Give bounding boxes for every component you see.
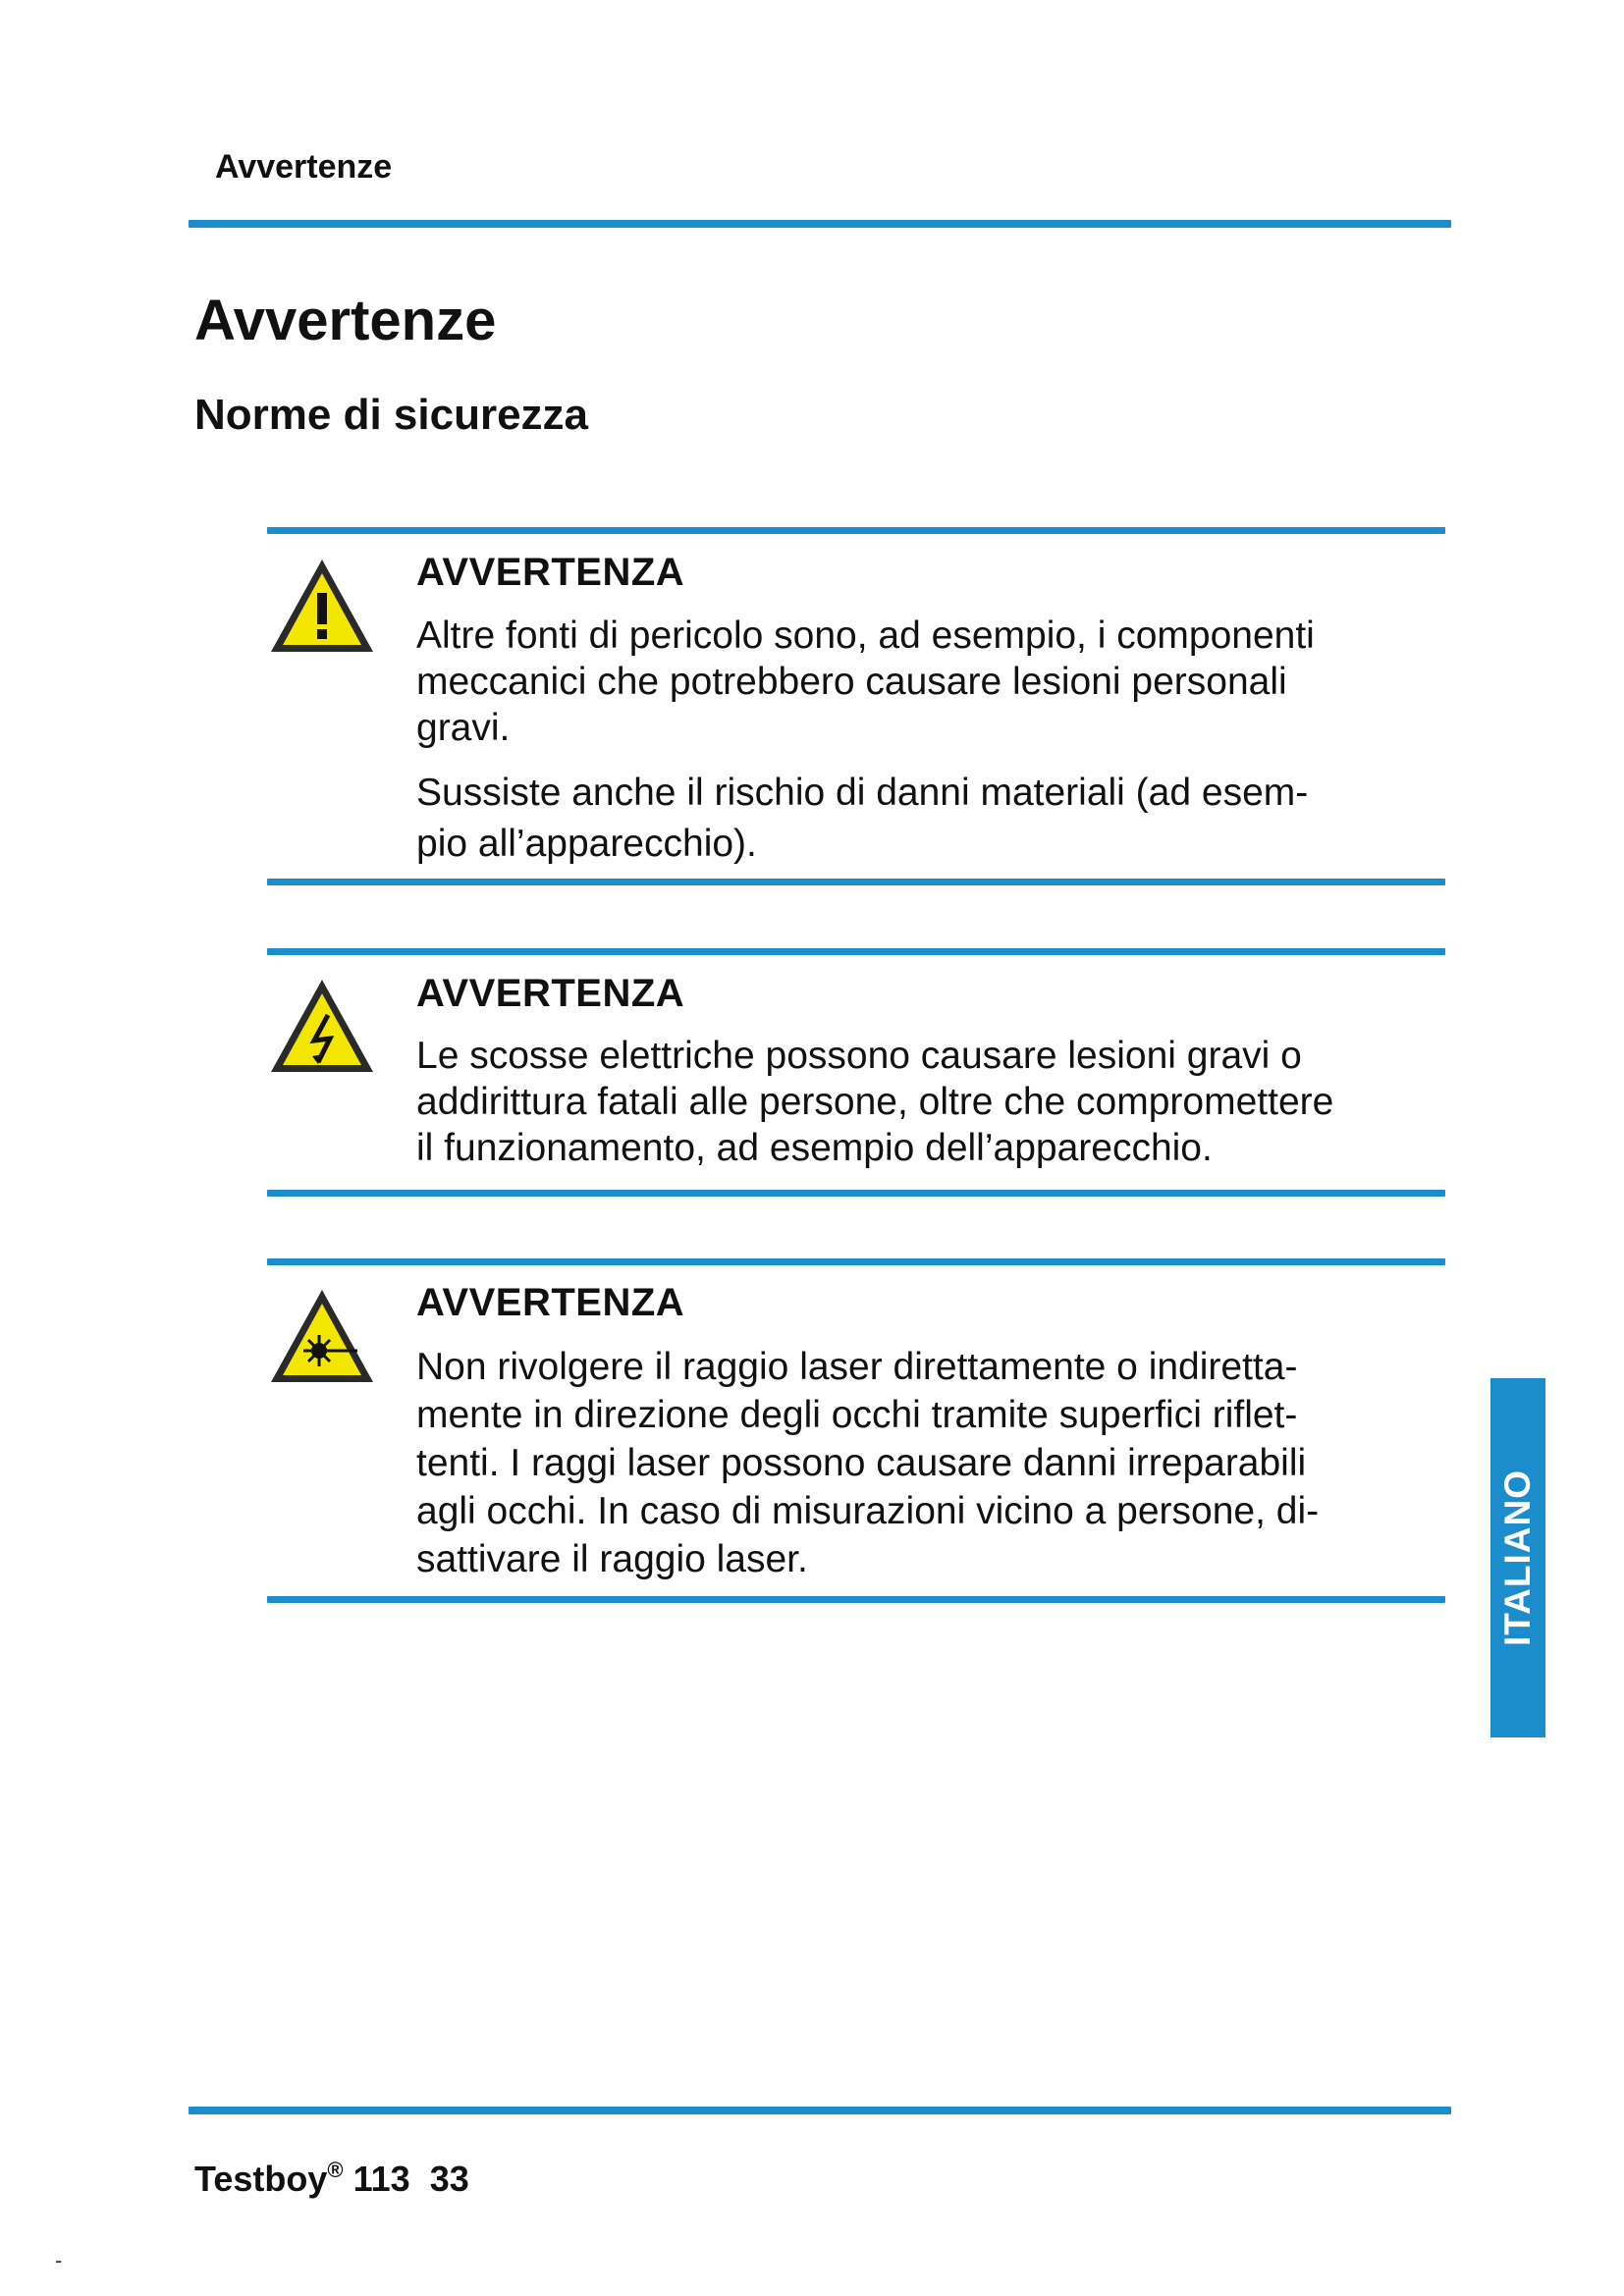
header-rule [189, 220, 1451, 228]
warning-text: Altre fonti di pericolo sono, ad esempio, i componenti meccanici che potrebbero causare lesioni personali gravi. [416, 614, 1315, 749]
warning-text: Le scosse elettriche possono causare lesioni gravi o addirittura fatali alle persone, oltre che compromettere il funzionamento, ad esempio dell’apparecchio. [416, 1035, 1334, 1169]
warning-top-rule [267, 527, 1445, 534]
running-header: Avvertenze [215, 148, 393, 186]
warning-text: Non rivolgere il raggio laser direttamente o indiretta- mente in direzione degli occhi tramite superfici riflet- tenti. I raggi laser possono causare danni irreparabili agli occhi. In caso di misurazioni vicino a persone, di- sattivare il raggio laser. [416, 1346, 1320, 1580]
page-number: 33 [429, 2159, 469, 2199]
warning-title: AVVERTENZA [416, 551, 685, 594]
electric-shock-warning-icon [267, 976, 377, 1076]
warning-text: Sussiste anche il rischio di danni materiali (ad esem- pio all’apparecchio). [416, 772, 1309, 865]
stray-mark: - [55, 2248, 63, 2272]
warning-bottom-rule [267, 1190, 1445, 1197]
warning-bottom-rule [267, 1596, 1445, 1603]
warning-top-rule [267, 948, 1445, 955]
warning-bottom-rule [267, 879, 1445, 885]
laser-warning-icon [267, 1286, 377, 1386]
section-title: Norme di sicurezza [194, 391, 589, 439]
footer [194, 2148, 469, 2202]
warning-title: AVVERTENZA [416, 1281, 685, 1324]
language-tab [1490, 1378, 1545, 1737]
footer-rule [189, 2107, 1451, 2114]
language-tab-label: ITALIANO [1497, 1469, 1538, 1646]
footer-product: Testboy [194, 2159, 328, 2199]
footer-model: 113 [352, 2159, 410, 2199]
registered-mark: ® [327, 2158, 344, 2182]
warning-title: AVVERTENZA [416, 972, 685, 1015]
warning-top-rule [267, 1258, 1445, 1265]
general-warning-icon [267, 556, 377, 656]
page-title: Avvertenze [194, 289, 497, 352]
